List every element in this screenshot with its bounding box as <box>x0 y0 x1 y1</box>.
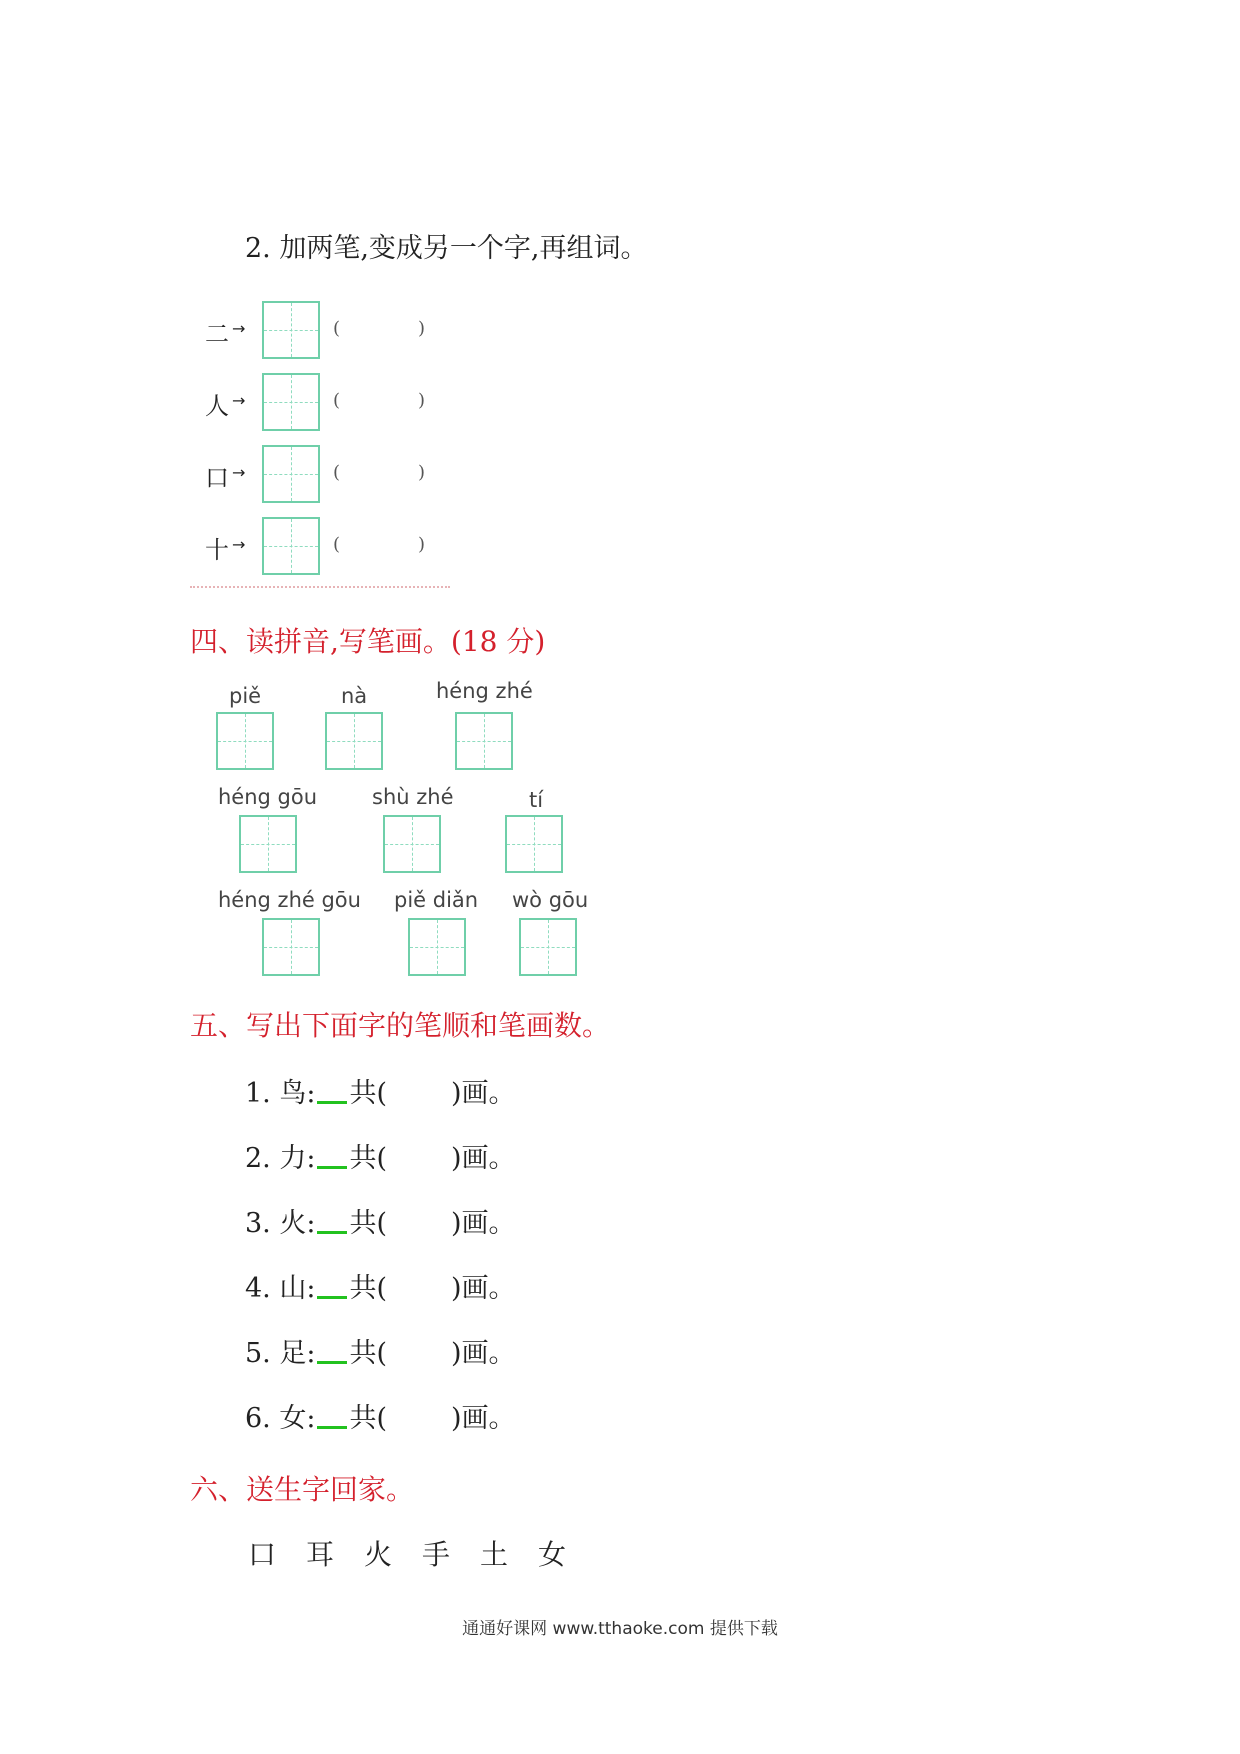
pinyin-label: wò gōu <box>512 888 589 912</box>
stroke-order-item <box>245 1396 516 1435</box>
unit-label: )画。 <box>451 1403 516 1434</box>
arrow-right-icon: → <box>232 535 246 554</box>
pinyin-label: piě diǎn <box>394 888 479 912</box>
tian-zi-grid-box[interactable] <box>383 815 441 873</box>
stroke-order-blank[interactable] <box>317 1361 347 1364</box>
unit-label: )画。 <box>451 1143 516 1174</box>
total-label: 共( <box>349 1208 387 1239</box>
total-label: 共( <box>349 1143 387 1174</box>
stroke-order-item <box>245 1331 516 1370</box>
question-2-title: 2. 加两笔,变成另一个字,再组词。 <box>245 233 648 264</box>
stroke-order-item <box>245 1136 516 1175</box>
stroke-order-blank[interactable] <box>317 1296 347 1299</box>
unit-label: )画。 <box>451 1078 516 1109</box>
tian-zi-grid-box[interactable] <box>262 918 320 976</box>
item-label: 4. 山: <box>245 1273 316 1304</box>
stroke-order-blank[interactable] <box>317 1426 347 1429</box>
open-paren: ( <box>333 318 341 339</box>
character-row <box>248 1533 596 1573</box>
q2-base-char: 十 <box>205 536 229 564</box>
arrow-right-icon: → <box>232 319 246 338</box>
character: 耳 <box>306 1538 337 1571</box>
pinyin-label: héng zhé gōu <box>218 888 361 912</box>
section-5-title: 五、写出下面字的笔顺和笔画数。 <box>190 1009 611 1042</box>
tian-zi-grid-box[interactable] <box>262 517 320 575</box>
item-label: 1. 鸟: <box>245 1078 316 1109</box>
q2-base-char: 口 <box>205 464 229 492</box>
character: 口 <box>248 1538 279 1571</box>
tian-zi-grid-box[interactable] <box>262 445 320 503</box>
pinyin-label: héng gōu <box>218 785 318 809</box>
arrow-right-icon: → <box>232 463 246 482</box>
item-label: 6. 女: <box>245 1403 316 1434</box>
tian-zi-grid-box[interactable] <box>239 815 297 873</box>
tian-zi-grid-box[interactable] <box>408 918 466 976</box>
character: 女 <box>538 1538 569 1571</box>
item-label: 5. 足: <box>245 1338 316 1369</box>
close-paren: ) <box>418 390 426 411</box>
stroke-order-item <box>245 1071 516 1110</box>
tian-zi-grid-box[interactable] <box>262 373 320 431</box>
item-label: 3. 火: <box>245 1208 316 1239</box>
character: 手 <box>422 1538 453 1571</box>
stroke-order-blank[interactable] <box>317 1166 347 1169</box>
pinyin-label: shù zhé <box>372 785 454 809</box>
stroke-order-blank[interactable] <box>317 1101 347 1104</box>
pinyin-label: tí <box>529 788 544 812</box>
item-label: 2. 力: <box>245 1143 316 1174</box>
section-6-title: 六、送生字回家。 <box>190 1473 415 1506</box>
open-paren: ( <box>333 534 341 555</box>
close-paren: ) <box>418 534 426 555</box>
arrow-right-icon: → <box>232 391 246 410</box>
cropped-divider <box>190 586 450 590</box>
close-paren: ) <box>418 318 426 339</box>
stroke-order-item <box>245 1201 516 1240</box>
total-label: 共( <box>349 1273 387 1304</box>
footer-watermark: 通通好课网 www.tthaoke.com 提供下载 <box>462 1619 778 1639</box>
q2-base-char: 二 <box>205 320 229 348</box>
unit-label: )画。 <box>451 1208 516 1239</box>
total-label: 共( <box>349 1338 387 1369</box>
q2-base-char: 人 <box>205 392 229 420</box>
pinyin-label: héng zhé <box>436 679 533 703</box>
character: 土 <box>480 1538 511 1571</box>
tian-zi-grid-box[interactable] <box>216 712 274 770</box>
character: 火 <box>364 1538 395 1571</box>
stroke-order-blank[interactable] <box>317 1231 347 1234</box>
unit-label: )画。 <box>451 1273 516 1304</box>
tian-zi-grid-box[interactable] <box>262 301 320 359</box>
stroke-order-item <box>245 1266 516 1305</box>
pinyin-label: nà <box>341 684 368 708</box>
tian-zi-grid-box[interactable] <box>325 712 383 770</box>
open-paren: ( <box>333 390 341 411</box>
tian-zi-grid-box[interactable] <box>505 815 563 873</box>
unit-label: )画。 <box>451 1338 516 1369</box>
total-label: 共( <box>349 1403 387 1434</box>
total-label: 共( <box>349 1078 387 1109</box>
close-paren: ) <box>418 462 426 483</box>
pinyin-label: piě <box>229 684 262 708</box>
open-paren: ( <box>333 462 341 483</box>
tian-zi-grid-box[interactable] <box>455 712 513 770</box>
tian-zi-grid-box[interactable] <box>519 918 577 976</box>
section-4-title: 四、读拼音,写笔画。(18 分) <box>190 625 546 658</box>
